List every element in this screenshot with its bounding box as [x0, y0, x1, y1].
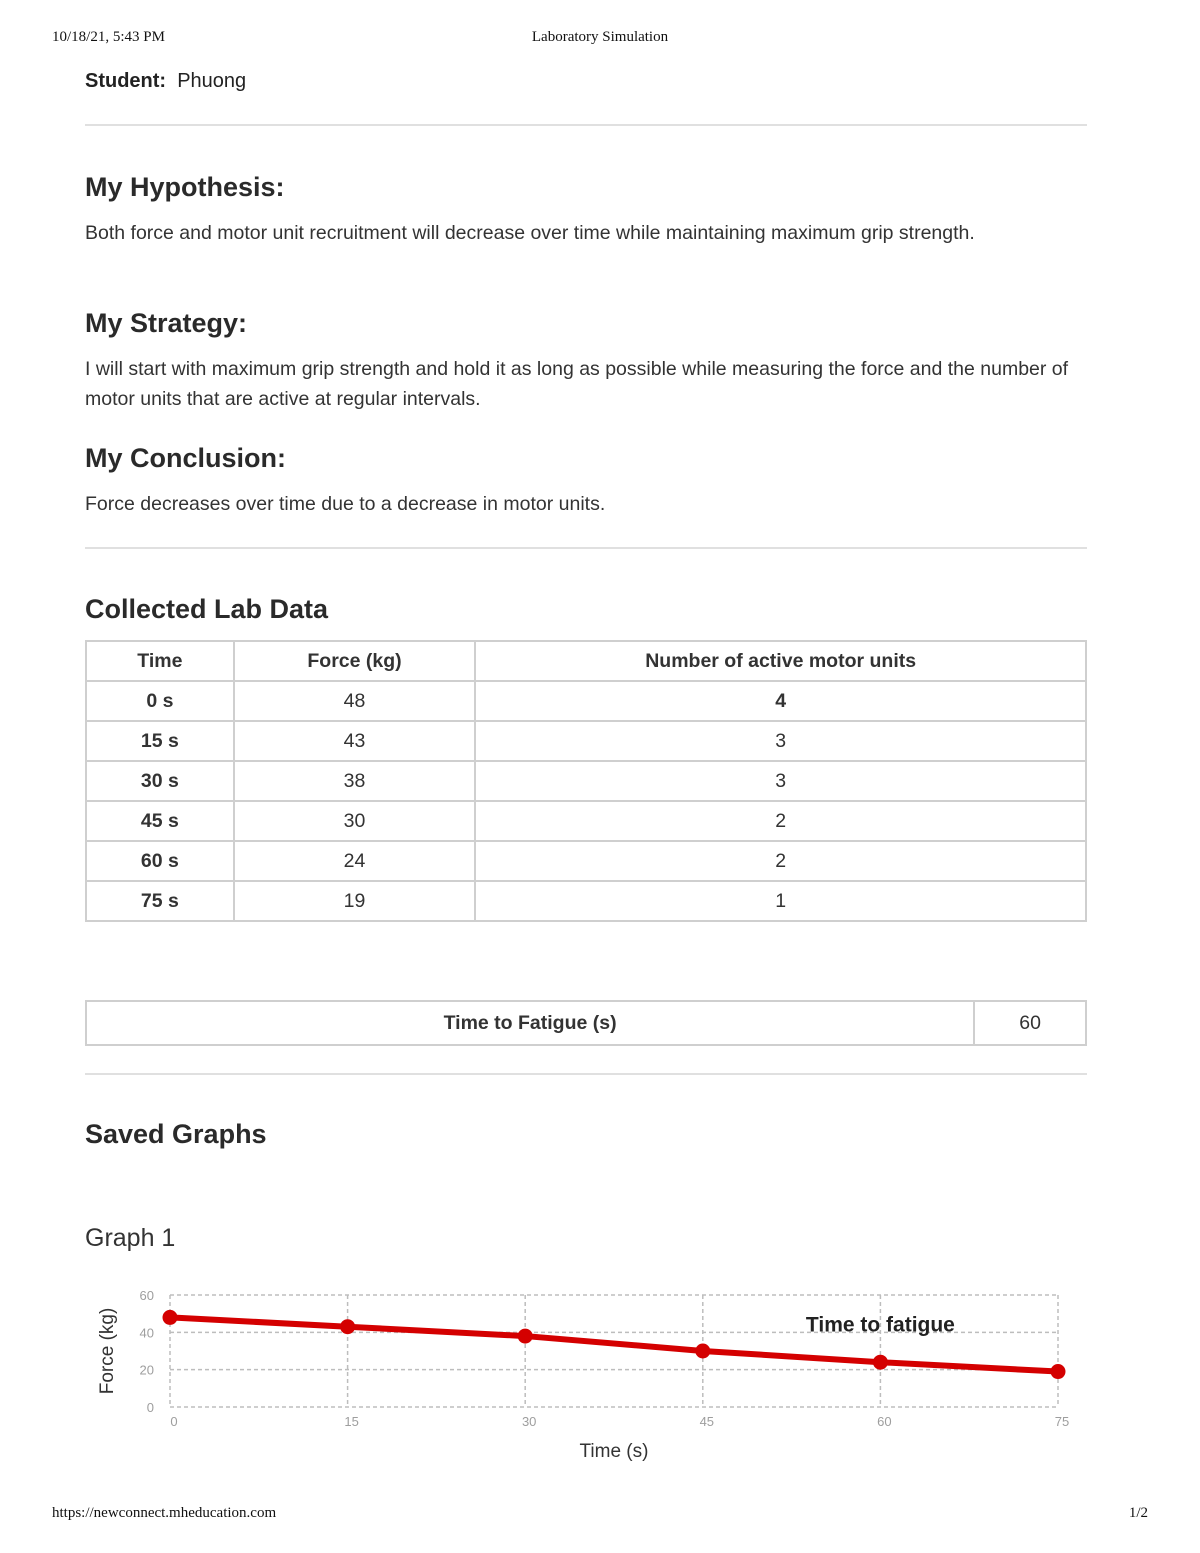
time-cell: 30 s: [86, 761, 234, 801]
force-cell: 43: [234, 721, 476, 761]
print-title: Laboratory Simulation: [531, 29, 669, 45]
time-cell: 60 s: [86, 841, 234, 881]
strategy-heading: My Strategy:: [85, 308, 248, 338]
strategy-text: I will start with maximum grip strength and hold it as long as possible while measuring the force and the number of motor units that are active at regular intervals.: [85, 358, 1069, 410]
units-cell: 4: [475, 681, 1086, 721]
x-axis-label: Time (s): [579, 1441, 649, 1462]
data-point: [518, 1329, 533, 1344]
data-point: [340, 1319, 355, 1334]
print-page-number: 1/2: [1128, 1505, 1148, 1521]
units-cell: 2: [475, 841, 1086, 881]
print-datetime: 10/18/21, 5:43 PM: [52, 29, 165, 45]
units-cell: 3: [475, 721, 1086, 761]
print-url: https://newconnect.mheducation.com: [52, 1505, 277, 1521]
force-cell: 24: [234, 841, 476, 881]
conclusion-heading: My Conclusion:: [85, 443, 286, 473]
x-tick-label: 30: [521, 1414, 537, 1429]
x-tick-label: 0: [170, 1414, 178, 1429]
saved-graphs-heading: Saved Graphs: [85, 1119, 267, 1149]
force-cell: 19: [234, 881, 476, 921]
data-point: [873, 1355, 888, 1370]
x-tick-label: 60: [877, 1414, 892, 1429]
x-tick-label: 15: [344, 1414, 359, 1429]
force-cell: 48: [234, 681, 476, 721]
force-cell: 30: [234, 801, 476, 841]
student-label: Student:: [85, 70, 167, 92]
data-point: [695, 1344, 710, 1359]
y-tick-label: 20: [139, 1362, 154, 1378]
column-header-force: Force (kg): [234, 641, 476, 681]
time-to-fatigue-annotation: Time to fatigue: [805, 1313, 955, 1337]
hypothesis-heading: My Hypothesis:: [85, 172, 285, 202]
student-name: Phuong: [177, 70, 247, 92]
y-tick-label: 60: [139, 1288, 154, 1303]
conclusion-text: Force decreases over time due to a decrease in motor units.: [85, 493, 606, 515]
column-header-motor-units: Number of active motor units: [475, 641, 1086, 681]
units-cell: 3: [475, 761, 1086, 801]
x-tick-label: 45: [699, 1414, 715, 1429]
x-tick-label: 75: [1054, 1414, 1070, 1429]
column-header-time: Time: [86, 641, 234, 681]
time-cell: 0 s: [86, 681, 234, 721]
lab-data-heading: Collected Lab Data: [85, 594, 329, 624]
force-cell: 38: [234, 761, 476, 801]
time-cell: 15 s: [86, 721, 234, 761]
data-point: [163, 1310, 178, 1325]
y-axis-label: Force (kg): [97, 1307, 118, 1395]
units-cell: 1: [475, 881, 1086, 921]
hypothesis-text: Both force and motor unit recruitment will decrease over time while maintaining maximum grip strength.: [85, 222, 975, 244]
fatigue-label: Time to Fatigue (s): [86, 1001, 974, 1045]
data-point: [1051, 1364, 1066, 1379]
units-cell: 2: [475, 801, 1086, 841]
y-tick-label: 40: [139, 1325, 154, 1341]
fatigue-value: 60: [974, 1001, 1086, 1045]
y-tick-label: 0: [146, 1400, 154, 1415]
time-cell: 45 s: [86, 801, 234, 841]
time-cell: 75 s: [86, 881, 234, 921]
graph-title: Graph 1: [85, 1224, 176, 1252]
